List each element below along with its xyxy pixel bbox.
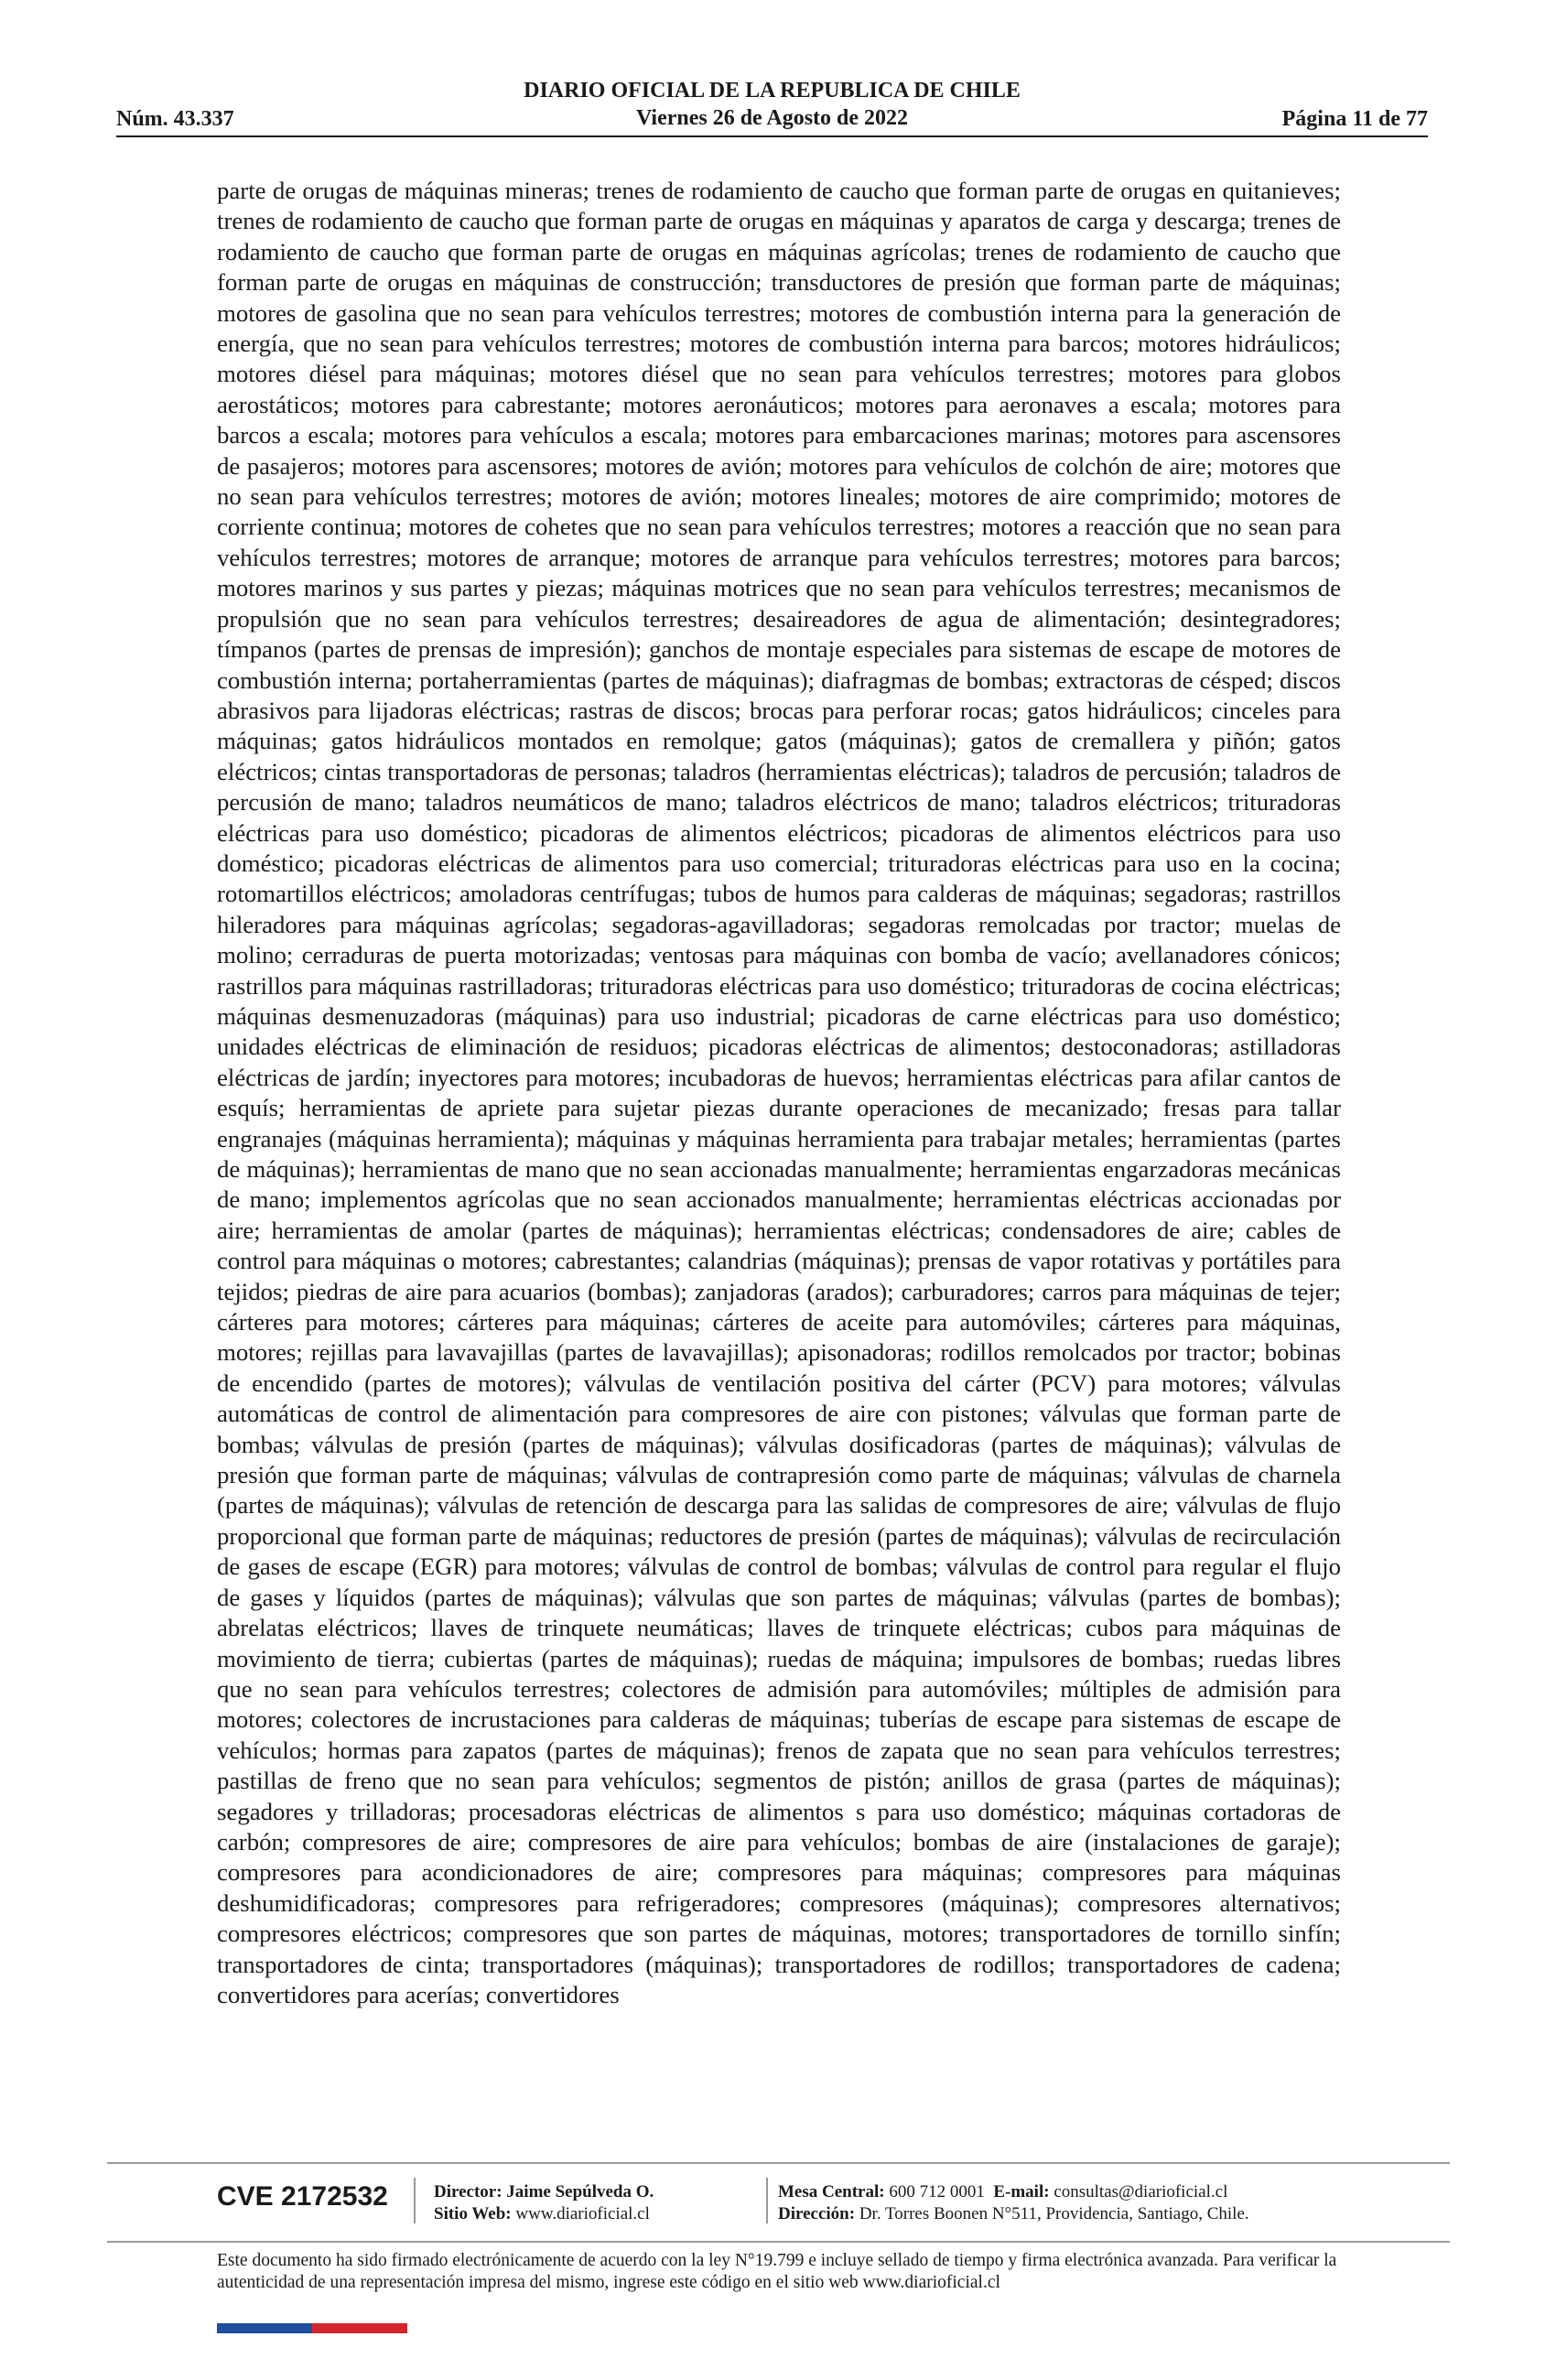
- director-value: Jaime Sepúlveda O.: [506, 2182, 654, 2202]
- phone-label: Mesa Central:: [778, 2182, 885, 2202]
- issue-date: Viernes 26 de Agosto de 2022: [635, 106, 909, 130]
- flag-blue-segment: [217, 2323, 312, 2333]
- director-label: Director:: [434, 2182, 502, 2202]
- cve-code: CVE 2172532: [217, 2181, 388, 2212]
- website-link[interactable]: www.diarioficial.cl: [515, 2204, 650, 2223]
- body-paragraph: parte de orugas de máquinas mineras; trenes de rodamiento de caucho que forman parte de orugas en quitanieves; trenes de rodamiento de caucho que forman parte de orugas en máquinas y aparatos de carga y descarga; trenes de rodamiento de caucho que forman parte de orugas en máquinas agrícolas; trenes de rodamiento de caucho que forman parte de orugas en máquinas de construcción; transductores de presión que forman parte de máquinas; motores de gasolina que no sean para vehículos terrestres; motores de combustión interna para la generación de energía, que no sean para vehículos terrestres; motores de combustión interna para barcos; motores hidráulicos; motores diésel para máquinas; motores diésel que no sean para vehículos terrestres; motores para globos aerostáticos; motores para cabrestante; motores aeronáuticos; motores para aeronaves a escala; motores para barcos a escala; motores para vehículos a escala; motores para embarcaciones marinas; motores para ascensores de pasajeros; motores para ascensores; motores de avión; motores para vehículos de colchón de aire; motores que no sean para vehículos terrestres; motores de avión; motores lineales; motores de aire comprimido; motores de corriente continua; motores de cohetes que no sean para vehículos terrestres; motores a reacción que no sean para vehículos terrestres; motores de arranque; motores de arranque para vehículos terrestres; motores para barcos; motores marinos y sus partes y piezas; máquinas motrices que no sean para vehículos terrestres; mecanismos de propulsión que no sean para vehículos terrestres; desaireadores de agua de alimentación; desintegradores; tímpanos (partes de prensas de impresión); ganchos de montaje especiales para sistemas de escape de motores de combustión interna; portaherramientas (partes de máquinas); diafragmas de bombas; extractoras de césped; discos abrasivos para lijadoras eléctricas; rastras de discos; brocas para perforar rocas; gatos hidráulicos; cinceles para máquinas; gatos hidráulicos montados en remolque; gatos (máquinas); gatos de cremallera y piñón; gatos eléctricos; cintas transportadoras de personas; taladros (herramientas eléctricas); taladros de percusión; taladros de percusión de mano; taladros neumáticos de mano; taladros eléctricos de mano; taladros eléctricos; trituradoras eléctricas para uso doméstico; picadoras de alimentos eléctricos; picadoras de alimentos eléctricos para uso doméstico; picadoras eléctricas de alimentos para uso comercial; trituradoras eléctricas para uso en la cocina; rotomartillos eléctricos; amoladoras centrífugas; tubos de humos para calderas de máquinas; segadoras; rastrillos hileradores para máquinas agrícolas; segadoras-agavilladoras; segadoras remolcadas por tractor; muelas de molino; cerraduras de puerta motorizadas; ventosas para máquinas con bomba de vacío; avellanadores cónicos; rastrillos para máquinas rastrilladoras; trituradoras eléctricas para uso doméstico; trituradoras de cocina eléctricas; máquinas desmenuzadoras (máquinas) para uso industrial; picadoras de carne eléctricas para uso doméstico; unidades eléctricas de eliminación de residuos; picadoras eléctricas de alimentos; destoconadoras; astilladoras eléctricas de jardín; inyectores para motores; incubadoras de huevos; herramientas eléctricas para afilar cantos de esquís; herramientas de apriete para sujetar piezas durante operaciones de mecanizado; fresas para tallar engranajes (máquinas herramienta); máquinas y máquinas herramienta para trabajar metales; herramientas (partes de máquinas); herramientas de mano que no sean accionadas manualmente; herramientas engarzadoras mecánicas de mano; implementos agrícolas que no sean accionados manualmente; herramientas eléctricas accionadas por aire; herramientas de amolar (partes de máquinas); herramientas eléctricas; condensadores de aire; cables de control para máquinas o motores; cabrestantes; calandrias (máquinas); prensas de vapor rotativas y portátiles para tejidos; piedras de aire para acuarios (bombas); zanjadoras (arados); carburadores; carros para máquinas de tejer; cárteres para motores; cárteres para máquinas; cárteres de aceite para automóviles; cárteres para máquinas, motores; rejillas para lavavajillas (partes de lavavajillas); apisonadoras; rodillos remolcados por tractor; bobinas de encendido (partes de motores); válvulas de ventilación positiva del cárter (PCV) para motores; válvulas automáticas de control de alimentación para compresores de aire con pistones; válvulas que forman parte de bombas; válvulas de presión (partes de máquinas); válvulas dosificadoras (partes de máquinas); válvulas de presión que forman parte de máquinas; válvulas de contrapresión como parte de máquinas; válvulas de charnela (partes de máquinas); válvulas de retención de descarga para las salidas de compresores de aire; válvulas de flujo proporcional que forman parte de máquinas; reductores de presión (partes de máquinas); válvulas de recirculación de gases de escape (EGR) para motores; válvulas de control de bombas; válvulas de control para regular el flujo de gases y líquidos (partes de máquinas); válvulas que son partes de máquinas; válvulas (partes de bombas); abrelatas eléctricos; llaves de trinquete neumáticas; llaves de trinquete eléctricas; cubos para máquinas de movimiento de tierra; cubiertas (partes de máquinas); ruedas de máquina; impulsores de bombas; ruedas libres que no sean para vehículos terrestres; colectores de admisión para automóviles; múltiples de admisión para motores; colectores de incrustaciones para calderas de máquinas; tuberías de escape para sistemas de escape de vehículos; hormas para zapatos (partes de máquinas); frenos de zapata que no sean para vehículos terrestres; pastillas de freno que no sean para vehículos; segmentos de pistón; anillos de grasa (partes de máquinas); segadores y trilladoras; procesadoras eléctricas de alimentos s para uso doméstico; máquinas cortadoras de carbón; compresores de aire; compresores de aire para vehículos; bombas de aire (instalaciones de garaje); compresores para acondicionadores de aire; compresores para máquinas; compresores para máquinas deshumidificadoras; compresores para refrigeradores; compresores (máquinas); compresores alternativos; compresores eléctricos; compresores que son partes de máquinas, motores; transportadores de tornillo sinfín; transportadores de cinta; transportadores (máquinas); transportadores de rodillos; transportadores de cadena; convertidores para acerías; convertidores: [217, 177, 1341, 2008]
- header-rule: [116, 135, 1428, 137]
- publication-title: DIARIO OFICIAL DE LA REPUBLICA DE CHILE: [524, 79, 1021, 103]
- footer-top-rule: [107, 2162, 1450, 2164]
- masthead: [116, 77, 1428, 132]
- footer-divider: [414, 2178, 416, 2223]
- footer-director-block: [434, 2181, 654, 2225]
- page-number: Página 11 de 77: [1281, 107, 1428, 131]
- website-label: Sitio Web:: [434, 2204, 512, 2223]
- email-label: E-mail:: [993, 2182, 1050, 2202]
- address-label: Dirección:: [778, 2204, 856, 2223]
- phone-value: 600 712 0001: [889, 2182, 985, 2202]
- flag-color-bar: [217, 2323, 407, 2333]
- address-value: Dr. Torres Boonen N°511, Providencia, Santiago, Chile.: [859, 2204, 1249, 2223]
- page-header: [116, 73, 1428, 137]
- legal-notice: Este documento ha sido firmado electrónicamente de acuerdo con la ley N°19.799 e incluye sellado de tiempo y firma electrónica avanzada. Para verificar la autenticidad de una representación impresa del mismo, ingrese este código en el sitio web www.diarioficial.cl: [217, 2251, 1337, 2292]
- flag-red-segment: [312, 2323, 407, 2333]
- issue-number: Núm. 43.337: [116, 107, 234, 131]
- footer-info: [217, 2174, 1341, 2231]
- footer-contact-block: [778, 2181, 1249, 2225]
- email-link[interactable]: consultas@diarioficial.cl: [1054, 2182, 1228, 2202]
- footer-divider: [766, 2178, 768, 2223]
- footer-mid-rule: [107, 2241, 1450, 2243]
